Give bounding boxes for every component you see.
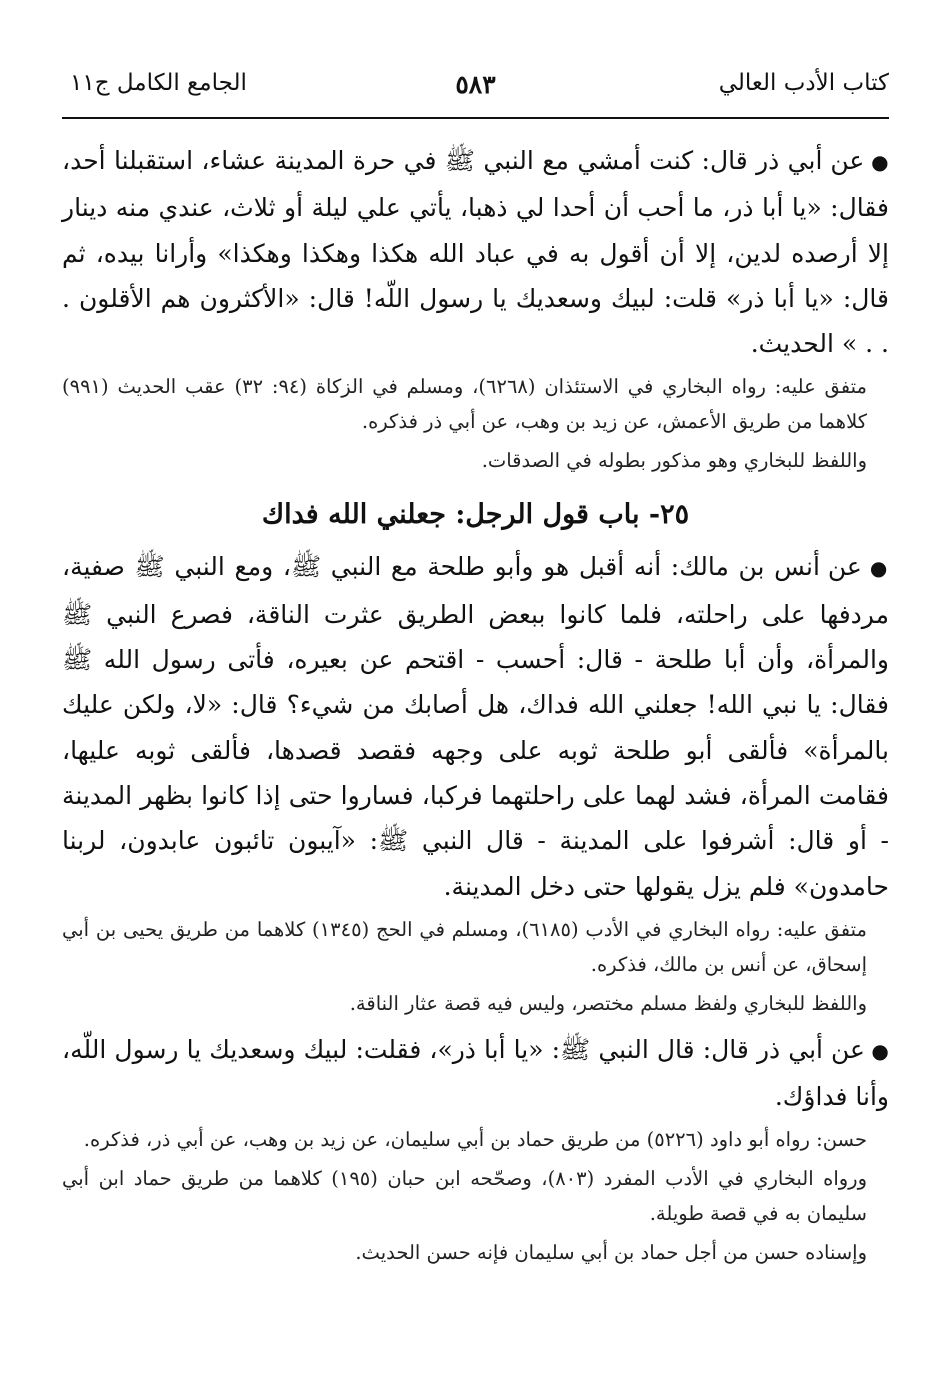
hadith-3-takhrij: حسن: رواه أبو داود (٥٢٢٦) من طريق حماد بن أبي سليمان، عن زيد بن وهب، عن أبي ذر، فذكره. [83,1128,867,1152]
page-header [62,64,889,108]
hadith-3-grading: وإسناده حسن من أجل حماد بن أبي سليمان فإنه حسن الحديث. [355,1241,867,1265]
header-rule [62,117,889,119]
page-number: ٥٨٣ [455,70,496,99]
hadith-1-wording-note: واللفظ للبخاري وهو مذكور بطوله في الصدقات. [481,449,867,473]
hadith-2-wording-note: واللفظ للبخاري ولفظ مسلم مختصر، وليس فيه قصة عثار الناقة. [349,991,867,1015]
hadith-2-takhrij: متفق عليه: رواه البخاري في الأدب (٦١٨٥)، ومسلم في الحج (١٣٤٥) كلاهما من طريق يحيى بن أبي إسحاق، عن أنس بن مالك، فذكره. [62,917,867,976]
hadith-3-text: ● عن أبي ذر قال: قال النبي ﷺ: «يا أبا ذر»، فقلت: لبيك وسعديك يا رسول اللّه، وأنا فداؤك. [62,1027,889,1120]
hadith-2-text: ● عن أنس بن مالك: أنه أقبل هو وأبو طلحة مع النبي ﷺ، ومع النبي ﷺ صفية، مردفها على راحلته، فلما كانوا ببعض الطريق عثرت الناقة، فصرع النبي ﷺ والمرأة، وأن أبا طلحة - قال: أحسب - اقتحم عن بعيره، فأتى رسول الله ﷺ فقال: يا نبي الله! جعلني الله فداك، هل أصابك من شيء؟ قال: «لا، ولكن عليك بالمرأة» فألقى أبو طلحة ثوبه على وجهه فقصد قصدها، فألقى ثوبه عليها، فقامت المرأة، فشد لهما على راحلتهما فركبا، فساروا حتى إذا كانوا بظهر المدينة - أو قال: أشرفوا على المدينة - قال النبي ﷺ: «آيبون تائبون عابدون، لربنا حامدون» فلم يزل يقولها حتى دخل المدينة. [62,544,889,908]
chapter-title: ٢٥- باب قول الرجل: جعلني الله فداك [261,499,690,531]
hadith-1-takhrij: متفق عليه: رواه البخاري في الاستئذان (٦٢٦٨)، ومسلم في الزكاة (٩٤: ٣٢) عقب الحديث (٩٩١) كلاهما من طريق الأعمش، عن زيد بن وهب، عن أبي ذر فذكره. [62,375,867,434]
hadith-1-text: ● عن أبي ذر قال: كنت أمشي مع النبي ﷺ في حرة المدينة عشاء، استقبلنا أحد، فقال: «يا أبا ذر، ما أحب أن أحدا لي ذهبا، يأتي علي ليلة أو ثلاث، عندي منه دينار إلا أرصده لدين، إلا أن أقول به في عباد الله هكذا وهكذا وهكذا» وأرانا بيده، ثم قال: «يا أبا ذر» قلت: لبيك وسعديك يا رسول اللّه! قال: «الأكثرون هم الأقلون . . . » الحديث. [62,138,889,366]
collection-title: الجامع الكامل ج١١ [70,70,247,96]
page-content [62,138,889,1270]
hadith-3-additional-source: ورواه البخاري في الأدب المفرد (٨٠٣)، وصحّحه ابن حبان (١٩٥) كلاهما من طريق حماد ابن أبي سليمان به في قصة طويلة. [62,1167,868,1226]
book-title: كتاب الأدب العالي [718,70,889,96]
